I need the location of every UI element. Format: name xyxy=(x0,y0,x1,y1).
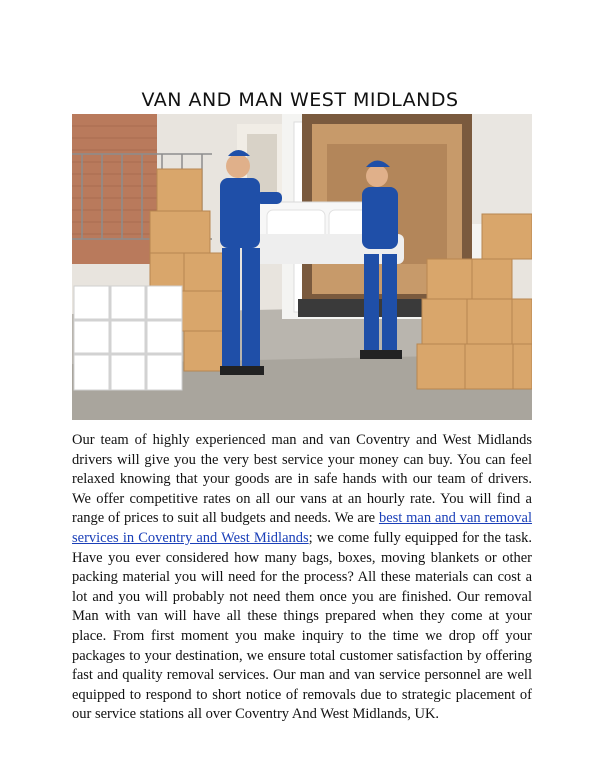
body-paragraph xyxy=(72,431,532,725)
body-text-part1: Our team of highly experienced man and van Coventry and West Midlands drivers will give you the very best service your money can buy. You can feel relaxed knowing that your goods are in safe hands with our team of drivers. We offer competitive rates on all our vans at an hourly rate. You will find a range of prices to suit all budgets and needs. We are xyxy=(72,432,532,527)
body-text-part2: ; we come fully equipped for the task. Have you ever considered how many bags, boxes, moving blankets or other packing material you will need for the process? All these materials can cost a lot and you will probably not need them once you are finished. Our removal Man with van will have all these things prepared when they come at your place. From first moment you make inquiry to the time we drop off your packages to your destination, we ensure total customer satisfaction by offering fast and quality removal services. Our man and van service personnel are well equipped to respond to short notice of removals due to strategic placement of our service stations all over Coventry And West Midlands, UK. xyxy=(72,529,532,723)
movers-photo xyxy=(72,114,532,420)
page-title: VAN AND MAN WEST MIDLANDS xyxy=(141,88,459,111)
removal-services-link[interactable]: best man and van removal services in Coventry and West Midlands xyxy=(72,510,533,546)
